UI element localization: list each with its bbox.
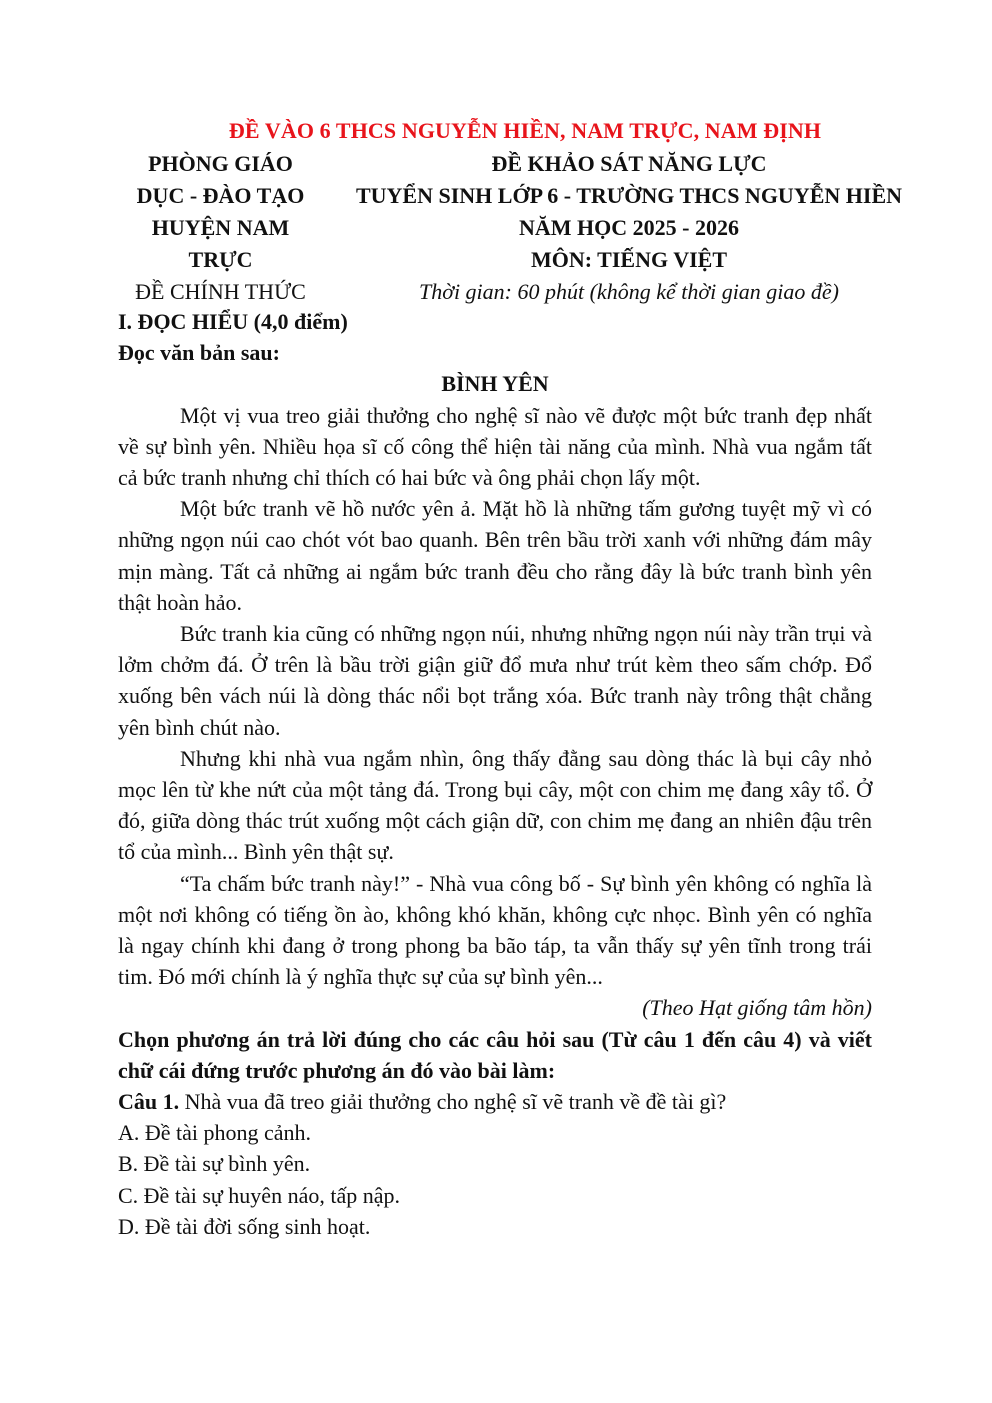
authority-line-4: TRỰC [188, 247, 253, 272]
exam-info-header [330, 148, 928, 308]
read-instruction: Đọc văn bản sau: [118, 340, 280, 366]
question-1-option-b: B. Đề tài sự bình yên. [118, 1151, 311, 1177]
exam-content [118, 306, 872, 1242]
story-paragraph: Bức tranh kia cũng có những ngọn núi, nhưng những ngọn núi này trần trụi và lởm chởm đá. Ở trên là bầu trời giận giữ đổ mưa như trút kèm theo sấm chớp. Đổ xuống bên vách núi là dòng thác nổi bọt trắng xóa. Bức tranh này trông thật chẳng yên bình chút nào. [118, 621, 872, 740]
story-source: (Theo Hạt giống tâm hồn) [642, 995, 872, 1021]
issuing-authority-header [118, 148, 323, 308]
story-title: BÌNH YÊN [441, 371, 549, 397]
school-year: NĂM HỌC 2025 - 2026 [519, 215, 739, 240]
authority-line-3: HUYỆN NAM [151, 215, 290, 240]
story-paragraph: Nhưng khi nhà vua ngắm nhìn, ông thấy đằng sau dòng thác là bụi cây nhỏ mọc lên từ khe nứt của một tảng đá. Trong bụi cây, một con chim mẹ đang xây tổ. Ở đó, giữa dòng thác trút xuống một cách giận dữ, con chim mẹ đang an nhiên đậu trên tổ của mình... Bình yên thật sự. [118, 745, 872, 865]
story-paragraph: Một vị vua treo giải thưởng cho nghệ sĩ nào vẽ được một bức tranh đẹp nhất về sự bình yên. Nhiều họa sĩ cố công thể hiện tài năng của mình. Nhà vua ngắm tất cả bức tranh nhưng chỉ thích có hai bức và ông phải chọn lấy một. [118, 402, 872, 491]
question-1-label: Câu 1. [118, 1089, 180, 1115]
exam-subtitle: TUYỂN SINH LỚP 6 - TRƯỜNG THCS NGUYỄN HIỀN [355, 183, 902, 208]
authority-line-2: DỤC - ĐÀO TẠO [136, 183, 305, 208]
authority-line-1: PHÒNG GIÁO [148, 151, 293, 176]
story-paragraph: “Ta chấm bức tranh này!” - Nhà vua công bố - Sự bình yên không có nghĩa là một nơi không có tiếng ồn ào, không khó khăn, không cực nhọc. Bình yên có nghĩa là ngay chính khi đang ở trong phong ba bão táp, ta vẫn thấy sự yên tĩnh trong trái tim. Đó mới chính là ý nghĩa thực sự của sự bình yên... [118, 870, 872, 990]
exam-title: ĐỀ KHẢO SÁT NĂNG LỰC [491, 151, 767, 176]
question-1-option-c: C. Đề tài sự huyên náo, tấp nập. [118, 1182, 400, 1208]
exam-subject: MÔN: TIẾNG VIỆT [530, 247, 727, 272]
question-1 [118, 1086, 872, 1117]
story-paragraph: Một bức tranh vẽ hồ nước yên ả. Mặt hồ là những tấm gương tuyệt mỹ vì có những ngọn núi cao chót vót bao quanh. Bên trên bầu trời xanh với những đám mây mịn màng. Tất cả những ai ngắm bức tranh đều cho rằng đây là bức tranh bình yên thật hoàn hảo. [118, 496, 872, 615]
section-title: I. ĐỌC HIỂU (4,0 điểm) [118, 309, 348, 334]
document-top-title: ĐỀ VÀO 6 THCS NGUYỄN HIỀN, NAM TRỰC, NAM ĐỊNH [228, 118, 822, 143]
official-exam-label: ĐỀ CHÍNH THỨC [135, 279, 306, 304]
multiple-choice-instruction: Chọn phương án trả lời đúng cho các câu hỏi sau (Từ câu 1 đến câu 4) và viết chữ cái đứng trước phương án đó vào bài làm: [118, 1026, 872, 1083]
question-1-option-d: D. Đề tài đời sống sinh hoạt. [118, 1213, 371, 1239]
question-1-option-a: A. Đề tài phong cảnh. [118, 1120, 312, 1146]
exam-duration: Thời gian: 60 phút (không kể thời gian giao đề) [418, 279, 840, 304]
question-1-text: Nhà vua đã treo giải thưởng cho nghệ sĩ vẽ tranh về đề tài gì? [179, 1089, 727, 1115]
